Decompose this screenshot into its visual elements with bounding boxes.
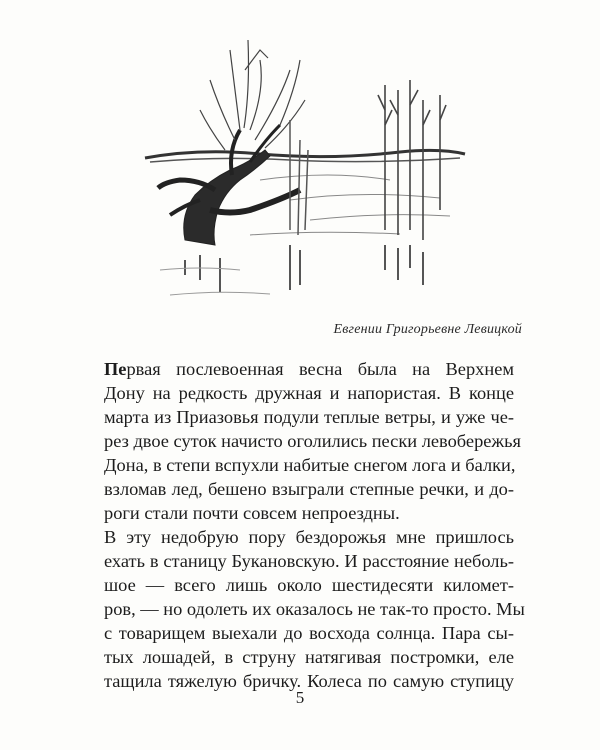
text-line: В эту недобрую пору бездорожья мне пришлось [104,527,514,547]
text-line: Дона, в степи вспухли набитые снегом лога и балки, [104,455,516,475]
text-line: с товарищем выехали до восхода солнца. Пара сы- [104,623,514,643]
text-line: тых лошадей, в струну натягивая постромки, еле [104,647,514,667]
body-text [104,357,525,693]
text-line: рез двое суток начисто оголились пески левобережья [104,431,521,451]
flood-sketch-illustration [140,30,470,320]
paragraph-1 [104,357,521,525]
text-line: Дону на редкость дружная и напористая. В конце [104,383,514,403]
text-line: шое — всего лишь около шестидесяти километ- [104,575,514,595]
page-number: 5 [295,688,305,707]
text-line: ехать в станицу Букановскую. И расстояние неболь- [104,551,514,571]
text-line: взломав лед, бешено взыграли степные речки, и до- [104,479,514,499]
text-line: марта из Приазовья подули теплые ветры, и уже че- [104,407,514,427]
paragraph-2 [104,525,525,693]
dedication: Евгении Григорьевне Левицкой [333,322,522,337]
text-line: тащила тяжелую бричку. Колеса по самую ступицу [104,671,514,691]
text-line: Первая послевоенная весна была на Верхнем [104,359,514,379]
text-line: ров, — но одолеть их оказалось не так-то просто. Мы [104,599,525,619]
text-line: роги стали почти совсем непроездны. [104,503,400,523]
drop-lead: Пе [104,359,127,379]
